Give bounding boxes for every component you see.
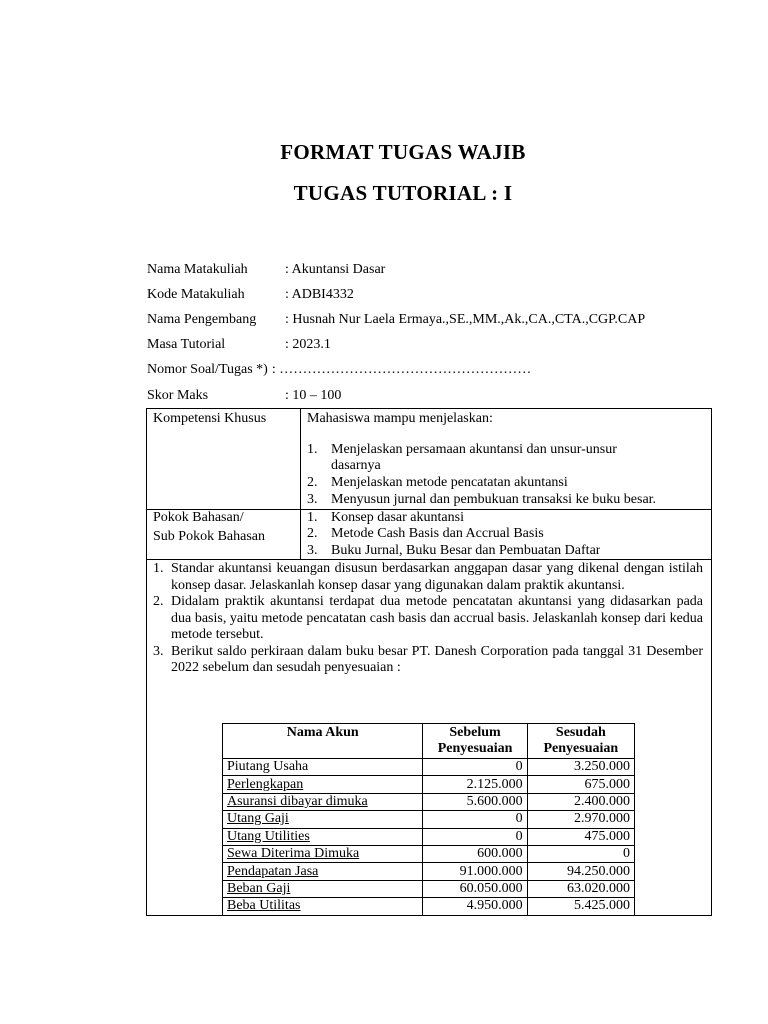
info-value: : ADBI4332	[285, 286, 354, 302]
questions-list	[153, 561, 703, 677]
topic-item-text: Buku Jurnal, Buku Besar dan Pembuatan Daftar	[331, 543, 601, 558]
account-name-cell	[223, 845, 423, 862]
table-row	[223, 811, 635, 828]
question-number: 1.	[153, 561, 164, 576]
question-text: Didalam praktik akuntansi terdapat dua metode pencatatan akuntansi yang didasarkan pada dua basis, yaitu metode pencatatan cash basis dan accrual basis. Jelaskanlah konsep dari kedua metode tersebut.	[171, 594, 703, 642]
info-row-course-name	[147, 257, 645, 282]
competency-item-text: Menjelaskan persamaan akuntansi dan unsur-unsur	[331, 442, 617, 457]
account-name-cell	[223, 759, 423, 776]
table-row	[223, 880, 635, 897]
column-header-account: Nama Akun	[223, 724, 423, 759]
before-adjustment-cell: 5.600.000	[423, 793, 527, 810]
competency-item-number: 1.	[307, 442, 318, 457]
table-row	[223, 828, 635, 845]
row-divider	[147, 559, 711, 560]
account-name-cell	[223, 863, 423, 880]
info-row-question-number	[147, 358, 645, 383]
after-adjustment-cell: 0	[527, 845, 634, 862]
after-adjustment-cell: 5.425.000	[527, 898, 634, 915]
table-row	[223, 776, 635, 793]
account-name-cell	[223, 811, 423, 828]
topic-item-number: 1.	[307, 510, 318, 525]
info-label: Nomor Soal/Tugas *)	[147, 362, 268, 378]
question-item	[153, 561, 703, 594]
balance-table-body	[223, 759, 635, 916]
question-item	[153, 594, 703, 644]
info-label: Kode Matakuliah	[147, 286, 245, 302]
competency-item-text: Menjelaskan metode pencatatan akuntansi	[331, 475, 568, 490]
after-adjustment-cell: 3.250.000	[527, 759, 634, 776]
info-value: : Akuntansi Dasar	[285, 261, 386, 277]
assignment-table	[146, 408, 712, 916]
after-adjustment-cell: 63.020.000	[527, 880, 634, 897]
account-name: Beba Utilitas	[227, 898, 301, 914]
before-adjustment-cell: 2.125.000	[423, 776, 527, 793]
column-divider	[300, 409, 301, 559]
account-name: Piutang Usaha	[227, 759, 309, 775]
balance-table-header-row	[223, 724, 635, 759]
before-adjustment-cell: 4.950.000	[423, 898, 527, 915]
account-name: Beban Gaji	[227, 880, 291, 896]
account-name-cell	[223, 793, 423, 810]
question-number: 2.	[153, 594, 164, 609]
topic-item-number: 2.	[307, 526, 318, 541]
account-name: Utang Utilities	[227, 828, 310, 844]
info-row-course-code	[147, 282, 645, 307]
before-adjustment-cell: 0	[423, 828, 527, 845]
competency-label: Kompetensi Khusus	[153, 411, 267, 426]
info-row-developer	[147, 307, 645, 332]
info-value: : 10 – 100	[285, 387, 342, 403]
subtopic-label: Sub Pokok Bahasan	[153, 529, 265, 544]
column-header-before: Sebelum Penyesuaian	[423, 724, 527, 759]
document-subtitle: TUGAS TUTORIAL : I	[293, 181, 513, 205]
before-adjustment-cell: 91.000.000	[423, 863, 527, 880]
account-name-cell	[223, 880, 423, 897]
info-label: Nama Matakuliah	[147, 261, 248, 277]
after-adjustment-cell: 2.970.000	[527, 811, 634, 828]
info-label: Nama Pengembang	[147, 311, 257, 327]
table-row	[223, 898, 635, 915]
table-row	[223, 759, 635, 776]
question-text: Berikut saldo perkiraan dalam buku besar PT. Danesh Corporation pada tanggal 31 Desember 2022 sebelum dan sesudah penyesuaian :	[171, 643, 703, 675]
document-title: FORMAT TUGAS WAJIB	[280, 140, 526, 164]
account-name-cell	[223, 898, 423, 915]
account-name: Utang Gaji	[227, 811, 289, 827]
topic-item-number: 3.	[307, 543, 318, 558]
account-name-cell	[223, 828, 423, 845]
info-value: : Husnah Nur Laela Ermaya.,SE.,MM.,Ak.,CA.,CTA.,CGP.CAP	[285, 311, 646, 327]
course-info	[147, 257, 645, 408]
info-row-tutorial-period	[147, 333, 645, 358]
topic-item-text: Metode Cash Basis dan Accrual Basis	[331, 526, 544, 541]
competency-item-number: 3.	[307, 492, 318, 507]
before-adjustment-cell: 0	[423, 811, 527, 828]
after-adjustment-cell: 94.250.000	[527, 863, 634, 880]
account-name: Sewa Diterima Dimuka	[227, 846, 360, 862]
question-item	[153, 644, 703, 677]
question-text: Standar akuntansi keuangan disusun berdasarkan anggapan dasar yang dikenal dengan istilah konsep dasar. Jelaskanlah konsep dasar yang digunakan dalam praktik akuntansi.	[171, 561, 703, 593]
after-adjustment-cell: 2.400.000	[527, 793, 634, 810]
before-adjustment-cell: 600.000	[423, 845, 527, 862]
after-adjustment-cell: 675.000	[527, 776, 634, 793]
topic-label: Pokok Bahasan/	[153, 510, 244, 525]
after-adjustment-cell: 475.000	[527, 828, 634, 845]
topic-item-text: Konsep dasar akuntansi	[331, 510, 464, 525]
account-name: Pendapatan Jasa	[227, 863, 319, 879]
competency-intro: Mahasiswa mampu menjelaskan:	[307, 411, 493, 426]
account-name: Asuransi dibayar dimuka	[227, 793, 368, 809]
competency-item-text-cont: dasarnya	[331, 458, 381, 473]
question-number: 3.	[153, 643, 164, 659]
column-header-after: Sesudah Penyesuaian	[527, 724, 634, 759]
before-adjustment-cell: 60.050.000	[423, 880, 527, 897]
competency-item-text: Menyusun jurnal dan pembukuan transaksi ke buku besar.	[331, 492, 657, 507]
info-label: Skor Maks	[147, 387, 209, 403]
info-label: Masa Tutorial	[147, 337, 226, 353]
account-name-cell	[223, 776, 423, 793]
competency-item-number: 2.	[307, 475, 318, 490]
account-name: Perlengkapan	[227, 776, 304, 792]
info-value: : ………………………………………………	[271, 362, 532, 378]
table-row	[223, 863, 635, 880]
info-value: : 2023.1	[285, 337, 331, 353]
info-row-max-score	[147, 383, 645, 408]
table-row	[223, 845, 635, 862]
balance-table	[222, 723, 635, 916]
table-row	[223, 793, 635, 810]
before-adjustment-cell: 0	[423, 759, 527, 776]
